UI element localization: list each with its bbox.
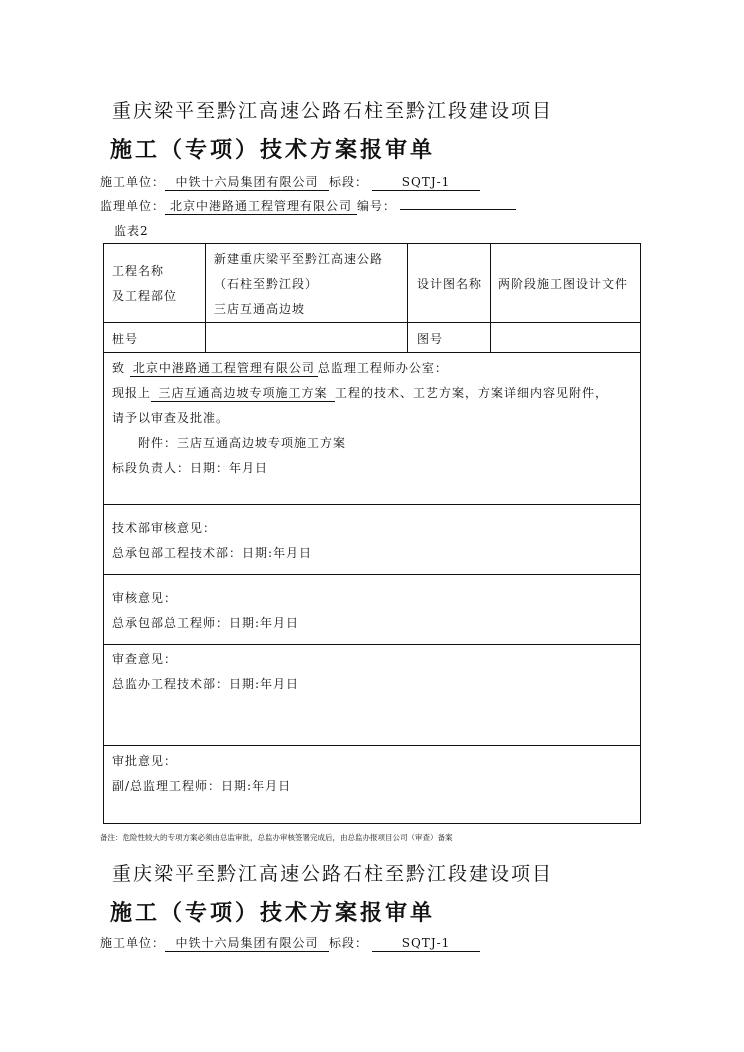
construction-unit-line bbox=[100, 173, 480, 191]
table-divider bbox=[205, 244, 206, 352]
form-title: 施工（专项）技术方案报审单 bbox=[110, 137, 436, 163]
table-divider bbox=[104, 352, 640, 353]
table-divider bbox=[104, 504, 640, 505]
project-name-label: 工程名称 bbox=[112, 264, 165, 278]
construction-unit-label: 施工单位： bbox=[100, 175, 166, 189]
audit-label: 审核意见： bbox=[112, 591, 178, 605]
report-scheme: 三店互通高边坡专项施工方案 bbox=[151, 386, 335, 402]
number-label: 编号： bbox=[357, 199, 397, 213]
design-drawing-value: 两阶段施工图设计文件 bbox=[498, 277, 629, 291]
tech-review-sign: 总承包部工程技术部：日期:年月日 bbox=[112, 546, 313, 560]
table-divider bbox=[407, 244, 408, 352]
supervision-unit-label: 监理单位： bbox=[100, 199, 166, 213]
report-line bbox=[112, 384, 608, 402]
project-name-value: 新建重庆梁平至黔江高速公路 bbox=[214, 252, 384, 266]
project-name-value-2: （石柱至黔江段） bbox=[214, 277, 319, 291]
approval-form-table bbox=[103, 243, 641, 824]
tech-review-label: 技术部审核意见： bbox=[112, 521, 217, 535]
addressee-suffix: 总监理工程师办公室： bbox=[317, 361, 448, 375]
construction-unit-value: 中铁十六局集团有限公司 bbox=[165, 175, 329, 191]
design-drawing-label: 设计图名称 bbox=[417, 277, 483, 291]
report-line-2: 请予以审查及批准。 bbox=[112, 411, 230, 425]
table-divider bbox=[104, 644, 640, 645]
construction-unit-line-page-2 bbox=[100, 934, 480, 952]
station-label: 桩号 bbox=[112, 332, 139, 346]
approve-label: 审批意见： bbox=[112, 754, 178, 768]
drawing-number-label: 图号 bbox=[417, 332, 444, 346]
report-prefix: 现报上 bbox=[112, 386, 152, 400]
section-label: 标段： bbox=[329, 175, 369, 189]
number-value bbox=[400, 209, 516, 210]
project-name-value-3: 三店互通高边坡 bbox=[214, 302, 306, 316]
section-label: 标段： bbox=[329, 936, 369, 950]
table-divider bbox=[104, 574, 640, 575]
construction-unit-value: 中铁十六局集团有限公司 bbox=[165, 936, 329, 952]
addressee-company: 北京中港路通工程管理有限公司 bbox=[130, 361, 318, 377]
project-title-page-2: 重庆梁平至黔江高速公路石柱至黔江段建设项目 bbox=[112, 863, 554, 885]
inspect-label: 审查意见： bbox=[112, 652, 178, 666]
section-leader-sign: 标段负责人：日期：年月日 bbox=[112, 461, 269, 475]
table-divider bbox=[104, 745, 640, 746]
form-title-page-2: 施工（专项）技术方案报审单 bbox=[110, 900, 436, 926]
addressee-line bbox=[112, 359, 448, 377]
supervision-unit-value: 北京中港路通工程管理有限公司 bbox=[165, 199, 357, 215]
project-name-label-2: 及工程部位 bbox=[112, 289, 178, 303]
table-divider bbox=[490, 244, 491, 352]
section-value: SQTJ-1 bbox=[372, 175, 480, 191]
inspect-sign: 总监办工程技术部：日期:年月日 bbox=[112, 677, 300, 691]
addressee-prefix: 致 bbox=[112, 361, 126, 375]
attachment-line: 附件：三店互通高边坡专项施工方案 bbox=[138, 436, 347, 450]
footnote: 备注：危险性较大的专项方案必须由总监审批，总监办审核签署完成后，由总监办报项目公司（审查）备案 bbox=[100, 833, 453, 842]
supervision-unit-line bbox=[100, 197, 516, 215]
report-suffix: 工程的技术、工艺方案，方案详细内容见附件， bbox=[335, 386, 609, 400]
form-code: 监表2 bbox=[114, 224, 149, 238]
construction-unit-label: 施工单位： bbox=[100, 936, 166, 950]
project-title: 重庆梁平至黔江高速公路石柱至黔江段建设项目 bbox=[112, 100, 554, 122]
section-value: SQTJ-1 bbox=[372, 936, 480, 952]
approve-sign: 副/总监理工程师：日期:年月日 bbox=[112, 779, 292, 793]
table-divider bbox=[104, 322, 640, 323]
audit-sign: 总承包部总工程师：日期:年月日 bbox=[112, 616, 300, 630]
